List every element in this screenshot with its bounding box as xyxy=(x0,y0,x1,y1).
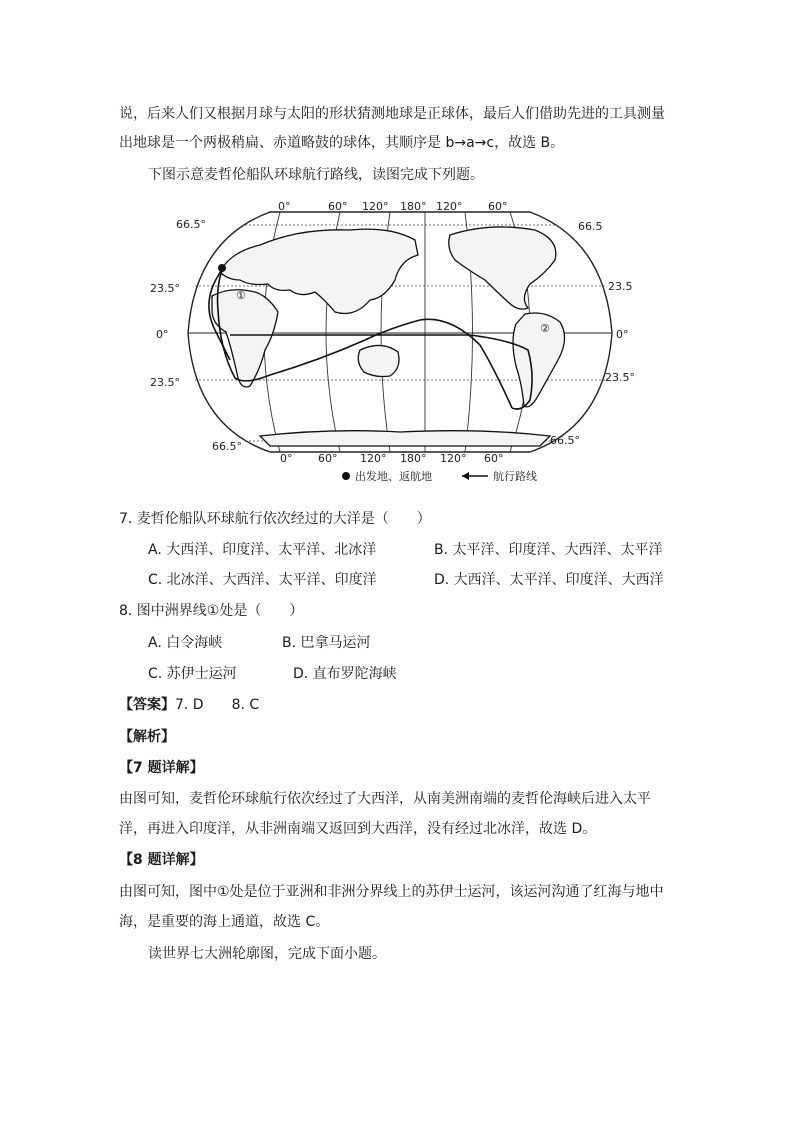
answer-label: 【答案】 xyxy=(119,697,175,713)
analysis-label: 【解析】 xyxy=(119,729,175,745)
lat-right-0: 0° xyxy=(616,328,629,341)
q8-analysis-heading: 【8 题详解】 xyxy=(119,852,204,868)
top-lon-120w: 120° xyxy=(436,200,463,213)
lat-left-23s: 23.5° xyxy=(150,376,180,389)
q8-analysis-line-1: 由图可知，图中①处是位于亚洲和非洲分界线上的苏伊士运河，该运河沟通了红海与地中 xyxy=(119,884,664,900)
legend-route-arrow-icon xyxy=(462,472,469,480)
australia-shape xyxy=(358,345,399,376)
next-prompt: 读世界七大洲轮廓图，完成下面小题。 xyxy=(148,946,386,962)
intro-line-1: 说，后来人们又根据月球与太阳的形状猜测地球是正球体，最后人们借助先进的工具测量 xyxy=(119,106,665,122)
q8-option-d: D. 直布罗陀海峡 xyxy=(293,666,397,682)
bottom-lon-120e: 120° xyxy=(360,452,387,465)
q7-analysis-line-1: 由图可知，麦哲伦环球航行依次经过了大西洋，从南美洲南端的麦哲伦海峡后进入太平 xyxy=(119,791,651,807)
top-lon-60w: 60° xyxy=(488,200,508,213)
antarctica-shape xyxy=(260,431,550,446)
q8-stem: 8. 图中洲界线①处是（ ） xyxy=(119,603,304,619)
legend-start-icon xyxy=(342,472,350,480)
top-lon-180: 180° xyxy=(400,200,427,213)
lat-left-66s: 66.5° xyxy=(212,440,242,453)
lat-right-23n: 23.5 xyxy=(608,280,633,293)
magellan-route-map xyxy=(150,200,650,492)
answer-value: 7. D 8. C xyxy=(175,697,260,713)
lat-right-66n: 66.5 xyxy=(578,220,603,233)
start-point-marker xyxy=(218,264,226,272)
q7-stem: 7. 麦哲伦船队环球航行依次经过的大洋是（ ） xyxy=(119,511,431,527)
world-map-svg xyxy=(150,200,650,492)
lat-right-66s: 66.5° xyxy=(550,434,580,447)
q7-option-c: C. 北冰洋、大西洋、太平洋、印度洋 xyxy=(148,572,377,588)
q7-option-d: D. 大西洋、太平洋、印度洋、大西洋 xyxy=(434,572,664,588)
q7-analysis-heading: 【7 题详解】 xyxy=(119,760,204,776)
q8-option-c: C. 苏伊士运河 xyxy=(148,666,237,682)
q8-analysis-line-2: 海，是重要的海上通道，故选 C。 xyxy=(119,914,330,930)
q7-option-b: B. 太平洋、印度洋、大西洋、太平洋 xyxy=(434,542,663,558)
bottom-lon-60w: 60° xyxy=(484,452,504,465)
bottom-lon-60e: 60° xyxy=(318,452,338,465)
lat-left-0: 0° xyxy=(156,328,169,341)
lat-right-23s: 23.5° xyxy=(605,371,635,384)
q8-option-b: B. 巴拿马运河 xyxy=(282,635,371,651)
marker-1: ① xyxy=(236,289,246,302)
top-lon-120e: 120° xyxy=(362,200,389,213)
q7-analysis-line-2: 洋，再进入印度洋，从非洲南端又返回到大西洋，没有经过北冰洋，故选 D。 xyxy=(119,821,597,837)
answer-line xyxy=(119,695,259,715)
lat-left-66n: 66.5° xyxy=(176,218,206,231)
map-prompt: 下图示意麦哲伦船队环球航行路线，读图完成下列题。 xyxy=(148,167,484,183)
intro-line-2: 出地球是一个两极稍扁、赤道略鼓的球体，其顺序是 b→a→c，故选 B。 xyxy=(119,135,565,151)
lat-left-23n: 23.5° xyxy=(150,282,180,295)
bottom-lon-120w: 120° xyxy=(440,452,467,465)
q7-option-a: A. 大西洋、印度洋、太平洋、北冰洋 xyxy=(148,542,377,558)
bottom-lon-0: 0° xyxy=(280,452,293,465)
marker-2: ② xyxy=(540,322,550,335)
legend-start-label: 出发地、返航地 xyxy=(355,470,432,483)
q8-option-a: A. 白令海峡 xyxy=(148,635,223,651)
top-lon-0: 0° xyxy=(278,200,291,213)
top-lon-60e: 60° xyxy=(328,200,348,213)
legend-route-label: 航行路线 xyxy=(493,470,537,483)
bottom-lon-180: 180° xyxy=(400,452,427,465)
